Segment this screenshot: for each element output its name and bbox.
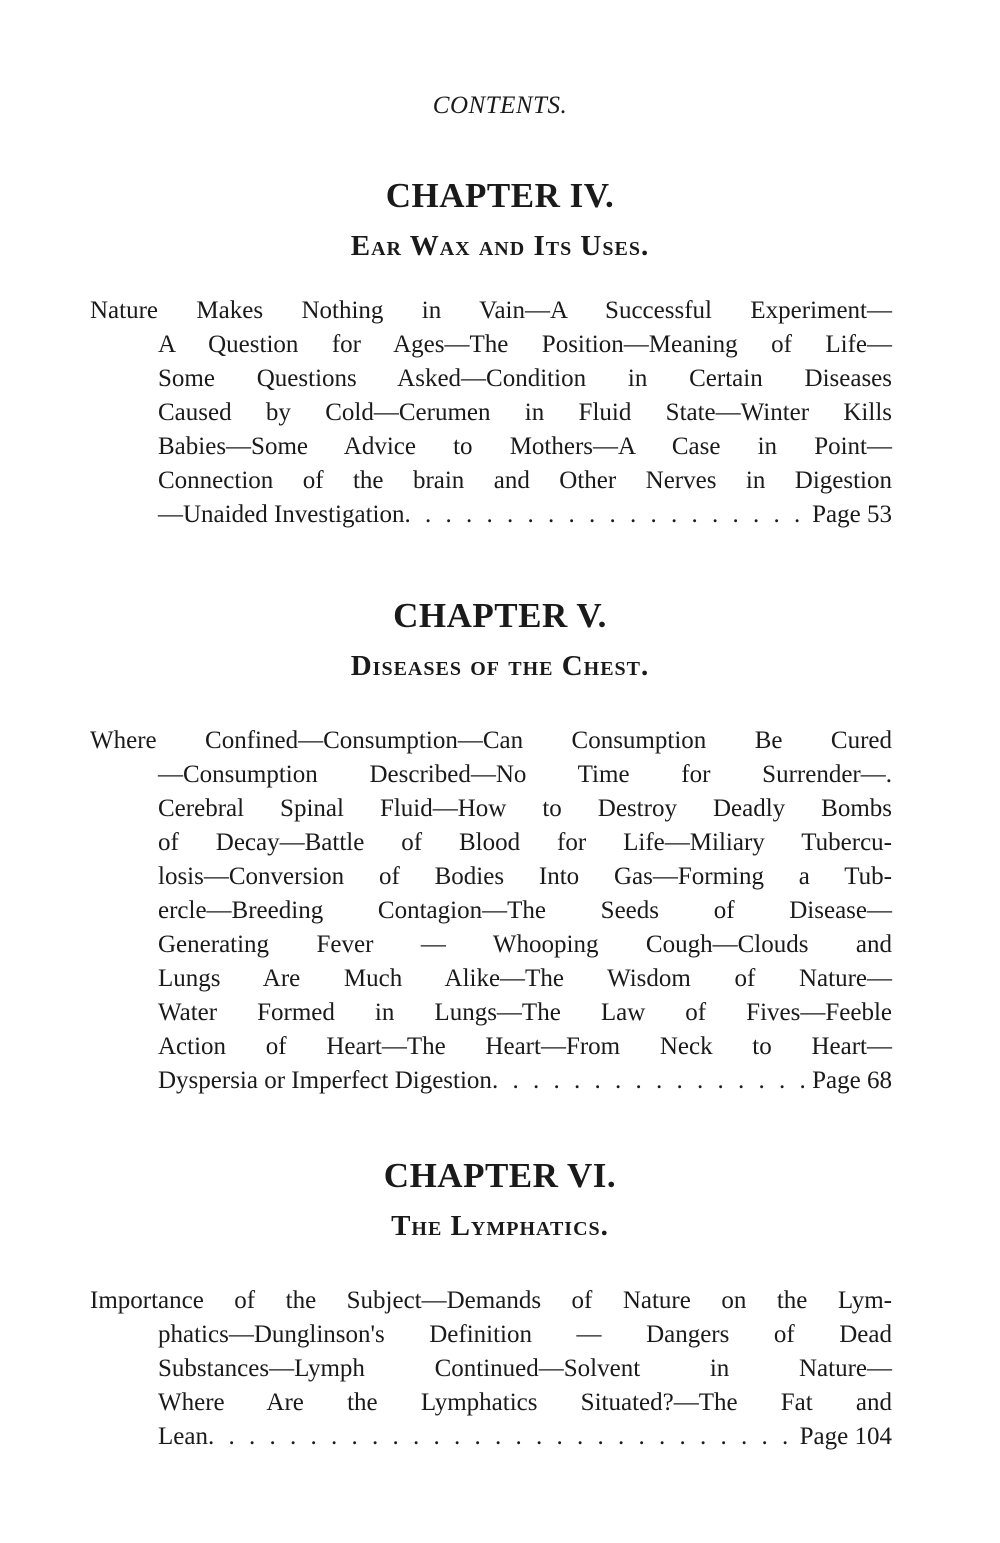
summary-line: Some Questions Asked—Condition in Certain Diseases [158, 365, 892, 392]
summary-line: Lungs Are Much Alike—The Wisdom of Nature— [158, 965, 892, 992]
summary-line: Where Confined—Consumption—Can Consumption Be Cured [90, 727, 892, 754]
chapter-title: Diseases of the Chest. [350, 650, 650, 682]
summary-line: phatics—Dunglinson's Definition — Dangers of Dead [158, 1321, 892, 1348]
running-head: CONTENTS. [432, 92, 568, 119]
chapter-title: Ear Wax and Its Uses. [350, 230, 650, 262]
summary-line: ercle—Breeding Contagion—The Seeds of Disease— [158, 897, 892, 924]
summary-line: Where Are the Lymphatics Situated?—The Fat and [158, 1389, 892, 1416]
dot-leader [208, 1420, 800, 1454]
summary-line: Cerebral Spinal Fluid—How to Destroy Deadly Bombs [158, 795, 892, 822]
page-reference: Page 68 [812, 1067, 892, 1094]
summary-last-line [158, 1064, 892, 1098]
chapter-heading: CHAPTER V. [393, 596, 607, 635]
summary-line: Substances—Lymph Continued—Solvent in Nature— [158, 1355, 892, 1382]
chapter-summary [90, 1284, 892, 1454]
chapter-summary [90, 724, 892, 1098]
summary-line: —Consumption Described—No Time for Surrender—. [158, 761, 892, 788]
summary-line: Babies—Some Advice to Mothers—A Case in Point— [158, 433, 892, 460]
summary-line: A Question for Ages—The Position—Meaning of Life— [158, 331, 892, 358]
dot-leader [492, 1064, 812, 1098]
chapter-iv [0, 176, 1000, 528]
summary-line: Connection of the brain and Other Nerves in Digestion [158, 467, 892, 494]
summary-last-line [158, 498, 892, 532]
chapter-heading: CHAPTER VI. [383, 1156, 617, 1195]
chapter-heading: CHAPTER IV. [385, 176, 615, 215]
dot-leader [404, 498, 812, 532]
summary-line: Generating Fever — Whooping Cough—Clouds and [158, 931, 892, 958]
summary-line: Dyspersia or Imperfect Digestion [158, 1067, 492, 1094]
summary-line: of Decay—Battle of Blood for Life—Miliary Tubercu- [158, 829, 892, 856]
page-reference: Page 53 [812, 501, 892, 528]
page-reference: Page 104 [799, 1423, 892, 1450]
summary-line: —Unaided Investigation [158, 501, 405, 528]
summary-line: Lean [158, 1423, 208, 1450]
chapter-v [0, 596, 1000, 1094]
chapter-title: The Lymphatics. [391, 1210, 609, 1242]
chapter-summary [90, 294, 892, 532]
chapter-vi [0, 1156, 1000, 1450]
summary-line: Caused by Cold—Cerumen in Fluid State—Winter Kills [158, 399, 892, 426]
summary-line: Water Formed in Lungs—The Law of Fives—Feeble [158, 999, 892, 1026]
summary-line: losis—Conversion of Bodies Into Gas—Forming a Tub- [158, 863, 892, 890]
summary-last-line [158, 1420, 892, 1454]
summary-line: Action of Heart—The Heart—From Neck to Heart— [158, 1033, 892, 1060]
summary-line: Nature Makes Nothing in Vain—A Successful Experiment— [90, 297, 892, 324]
summary-line: Importance of the Subject—Demands of Nature on the Lym- [90, 1287, 892, 1314]
